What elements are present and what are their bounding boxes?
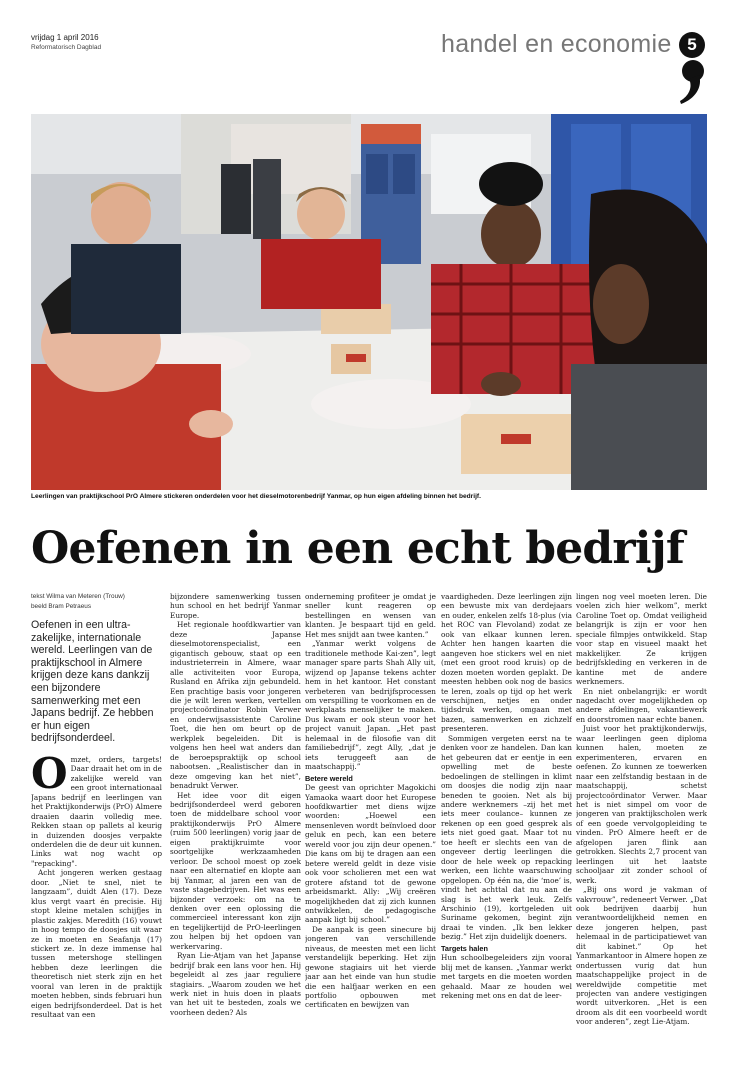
drop-cap: O [31,748,68,798]
subheading: Betere wereld [305,773,353,783]
article-headline: Oefenen in een echt bedrijf [31,523,684,574]
body-paragraph: En niet onbelangrijk: er wordt nagedacht over mogelijkheden op andere afdelingen, vakantiewerk en doorstromen naar echte banen. [576,686,707,724]
issue-date: vrijdag 1 april 2016 [31,33,99,42]
article-column-4 [441,592,572,1062]
article-opening [31,748,162,868]
body-paragraph: Het regionale hoofdkwartier van deze Japanse dieselmotorenspecialist, een gigantisch gebouw, staat op een industrieterrein in Almere, waar alle activiteiten voor Europa, Rusland en Afrika zijn gebundeld. Een prachtige basis voor jongeren die je wilt leren werken, vertellen projectcoördinator Robin Verwer en onderwijsassistente Caroline Toet, die hen om beurt op de werkplek begeleiden. Dit is volgens hen heel wat anders dan de beroepspraktijk op school nabootsen. „Realistischer dan in deze omgeving kan het niet”, benadrukt Verwer. [170,620,301,791]
body-paragraph: Sommigen vergeten eerst na te denken voor ze handelen. Dan kan het gebeuren dat er eentje in een opwelling met de beste bedoelingen de stellingen in klimt om doosjes die nodig zijn naar beneden te gooien. Net als bij andere werknemers –zij het met iets meer coulance– kunnen ze rekenen op een goed gesprek als iets niet goed gaat. Maar tot nu toe heeft er slechts een van de ongeveer dertig leerlingen die door de hele week op repacking werken, een lichte waarschuwing opgelopen. Op één na, die ‘moe’ is, vindt het achttal dat nu aan de slag is het werk leuk. Zelfs Arschinio (19), kortgeleden uit Suriname gekomen, begint zijn draai te vinden. „Ik ben lekker bezig.” Het zijn duidelijk doeners. [441,733,572,942]
body-paragraph: Ryan Lie-Atjam van het Japanse bedrijf brak een lans voor hen. Hij begeleidt al zes jaar reguliere stagiairs. „Waarom zouden we het werk niet in huis doen in plaats van het uit te besteden, zoals we voorheen deden? Als [170,951,301,1017]
article-column-2 [170,592,301,1062]
body-paragraph: bijzondere samenwerking tussen hun school en het bedrijf Yanmar Europe. [170,592,301,620]
body-paragraph: Acht jongeren werken gestaag door. „Niet te snel, niet te langzaam”, duidt Alen (17). Deze klus vergt vaart én precisie. Hij stopt kleine metalen schijfjes in plastic zakjes. Meredith (16) vouwt in hoog tempo de doosjes uit waar ze in moeten en Seafanja (17) stickert ze. In deze immense hal tussen metershoge stellingen hebben deze leerlingen die theoretisch niet sterk zijn en het vooral van leren in de praktijk moeten hebben, sinds februari hun eigen bedrijfsonderdeel. Dat is het resultaat van een [31,868,162,1020]
section-title: handel en economie [441,30,672,58]
body-paragraph: Het idee voor dit eigen bedrijfsonderdeel werd geboren toen de middelbare school voor praktijkonderwijs PrO Almere (ruim 500 leerlingen) vorig jaar de eigen praktijkruimte voor soortgelijke werkzaamheden verloor. De school moest op zoek naar een alternatief en klopte aan bij Yanmar, al jaren een van de vaste stagebedrijven. Het was een bijzonder verzoek: om na te denken over een oplossing die commercieel interessant kon zijn en tegelijkertijd de PrO-leerlingen zou helpen bij het opdoen van werkervaring. [170,790,301,951]
article-column-5 [576,592,707,1062]
newspaper-name: Reformatorisch Dagblad [31,44,102,51]
subheading: Targets halen [441,943,488,953]
page-number: 5 [679,32,705,58]
body-paragraph: De geest van oprichter Magokichi Yamaoka waart door het Europese hoofdkwartier met diens wijze woorden: „Hoewel een mensenleven wordt beïnvloed door geluk en pech, kan een betere wereld voor jou zijn deur openen.” Die kans om bij te dragen aan een betere wereld geldt in deze visie ook voor scholieren met een wat grotere afstand tot de gewone arbeidsmarkt. Ally: „Wij creëren mogelijkheden dat zij zich kunnen ontwikkelen, de pedagogische aanpak ligt bij school.” [305,783,436,925]
byline-photo: beeld Bram Petraeus [31,602,92,610]
article-intro: Oefenen in een ultra-zakelijke, internationale wereld. Leerlingen van de praktijkschool in Almere krijgen deze kans dankzij een bijzondere samenwerking met een Japans bedrijf. Ze hebben er hun eigen bedrijfsonderdeel. [31,619,154,745]
body-paragraph: De aanpak is geen sinecure bij jongeren van verschillende niveaus, de meesten met een licht verstandelijk beperking. Het zijn gewone stagiairs uit het vierde jaar aan het einde van hun studie die een halfjaar werken en een portfolio opbouwen met certificaten en bewijzen van [305,924,436,1010]
article-photo [31,114,707,490]
body-paragraph: „Bij ons word je vakman of vakvrouw”, redeneert Verwer. „Dat ook bedrijven daarbij hun verantwoordelijkheid nemen en deze jongeren helpen, past helemaal in de participatiewet van dit kabinet.” Op het Yanmarkantoor in Almere hopen ze ondertussen vurig dat hun maatschappelijke project in de wereldwijde competitie met projecten van andere vestigingen wordt uitverkoren. „Het is een droom als dit een voorbeeld wordt voor anderen”, zegt Lie-Atjam. [576,885,707,1027]
body-paragraph: mzet, orders, targets! Daar draait het om in de zakelijke wereld van een groot internationaal Japans bedrijf en leerlingen van het Praktijkonderwijs (PrO) Almere draaien daarin volledig mee. Rekken staan op pallets al keurig in duizenden doosjes verpakte onderdelen die de deur uit kunnen. Links wat nog wacht op "repacking". [31,754,162,868]
body-paragraph: „Yanmar werkt volgens de traditionele methode Kai-zen”, legt manager spare parts Shah Ally uit, wijzend op Japanse tekens achter hem in het kantoor. Het constant verbeteren van bedrijfsprocessen om verspilling te voorkomen en de werkplaats menselijker te maken. Dus kwam er ook steun voor het project vanuit Japan. „Het past helemaal in de filosofie van dit familiebedrijf”, zegt Ally, „dat je iets teruggeeft aan de maatschappij.” [305,639,436,772]
body-paragraph: vaardigheden. Deze leerlingen zijn een bewuste mix van derdejaars en ouder, enkelen zelfs 18-plus (via het ROC van Flevoland) zodat ze ook van elkaar kunnen leren. Achter hen hangen kaarten die aangeven hoe stickers wel en niet (met een groot rood kruis) op de dozen moeten worden geplakt. De meesten hebben ook nog de basics te leren, zoals op tijd op het werk verschijnen, netjes en onder tijdsdruk werken, omgaan met bazen, samenwerken en zichzelf presenteren. [441,592,572,734]
article-column-1 [31,592,162,1057]
body-paragraph: Juist voor het praktijkonderwijs, waar leerlingen geen diploma kunnen halen, moeten ze experimenteren, ervaren en oefenen. Zo kunnen ze toewerken naar een zelfstandig bestaan in de maatschappij, schetst projectcoördinator Verwer. Maar het is niet simpel om voor de jongeren van praktijkscholen werk of een goede vervolgopleiding te vinden. PrO Almere heeft er de afgelopen jaren flink aan getrokken. Slechts 2,7 procent van leerlingen uit het laatste schooljaar zit zonder school of werk. [576,724,707,885]
body-paragraph: Hun schoolbegeleiders zijn vooral blij met de kansen. „Yanmar werkt met targets en die moeten worden gehaald. Maar ze houden wel rekening met ons en dat de leer- [441,953,572,1001]
byline-text: tekst Wilma van Meteren (Trouw) [31,593,125,600]
body-paragraph: lingen nog veel moeten leren. Die voelen zich hier welkom”, merkt Caroline Toet op. Omdat veiligheid belangrijk is zijn er voor hen speciale filmpjes ontwikkeld. Stap voor stap en visueel maakt het makkelijker. Ze krijgen bedrijfskleding en verkeren in de kantine met de andere werknemers. [576,592,707,687]
comma-logo-icon [677,59,707,105]
body-paragraph: onderneming profiteer je omdat je sneller kunt reageren op bestellingen en wensen van klanten. Je bespaart tijd en geld. Het mes snijdt aan twee kanten.” [305,592,436,639]
masthead [31,30,711,80]
article-column-3 [305,592,436,1062]
photo-caption: Leerlingen van praktijkschool PrO Almere stickeren onderdelen voor het dieselmotorenbedrijf Yanmar, op hun eigen afdeling binnen het bedrijf. [31,493,481,500]
